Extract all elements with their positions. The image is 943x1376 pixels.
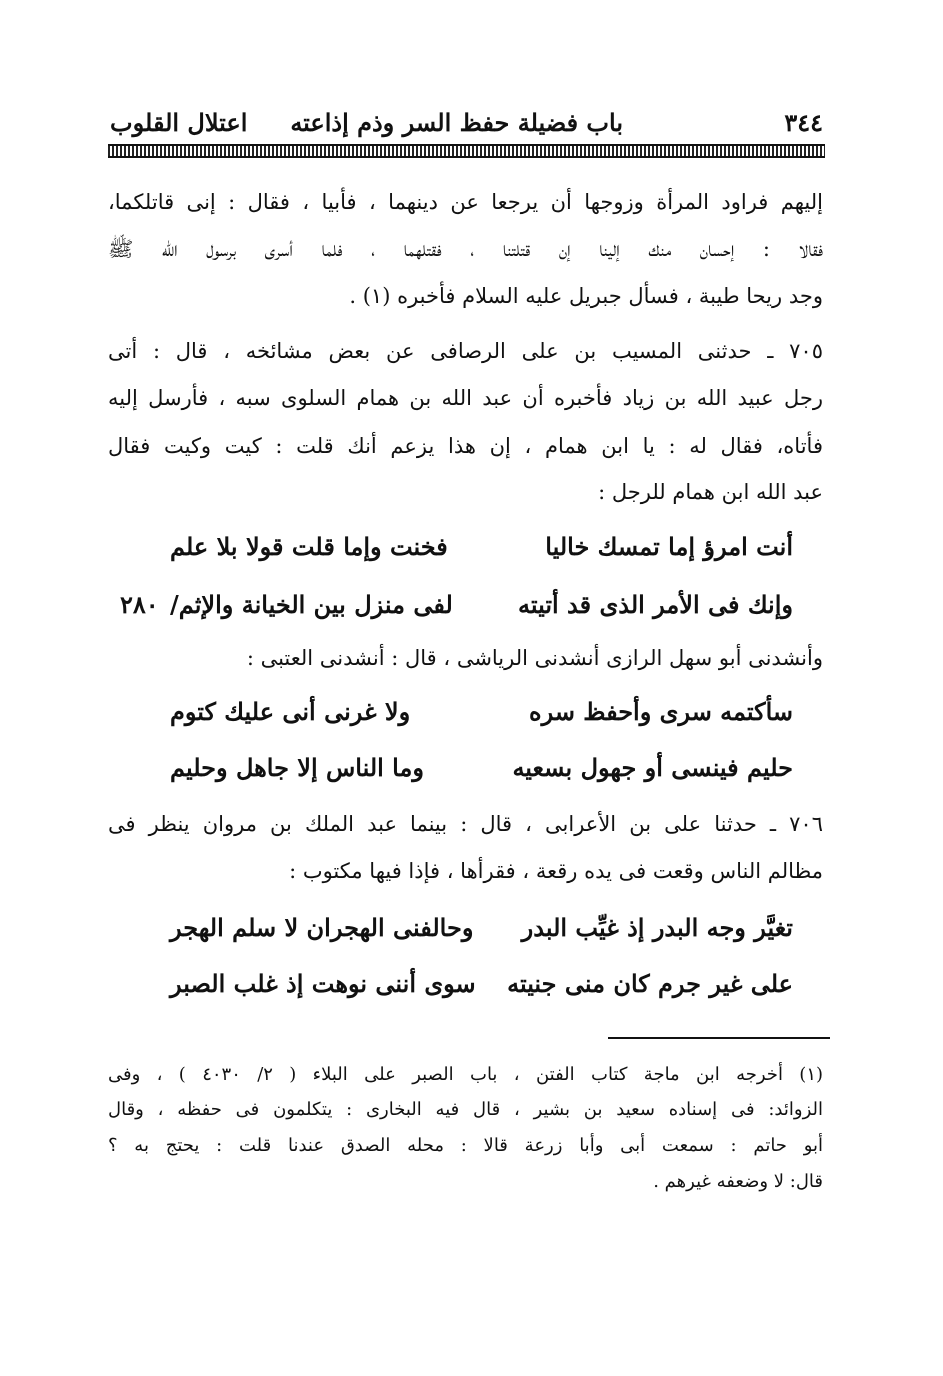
paragraph-line: وجد ريحا طيبة ، فسأل جبريل عليه السلام فأخبره (١) . — [349, 284, 823, 308]
verse-hemistich-left: وحالفنى الهجران لا سلم الهجر — [170, 913, 474, 942]
footnote-line: أبو حاتم : سمعت أبى وأبا زرعة قالا : محله الصدق عندنا قلت : يحتج به ؟ — [108, 1135, 823, 1156]
header-ornamental-rule — [108, 144, 825, 158]
verse-hemistich-right: وإنك فى الأمر الذى قد أتيته — [517, 590, 793, 619]
verse-hemistich-left: لفى منزل بين الخيانة والإثم/ — [170, 590, 453, 619]
verse-hemistich-right: أنت امرؤ إما تمسك خاليا — [545, 532, 793, 561]
paragraph-line: فقالا : إحسان منك إلينا إن قتلتنا ، فقتلهما ، فلما أسرى برسول الله ﷺ — [108, 237, 823, 261]
paragraph-line: إليهم فراود المرأة وزوجها أن يرجعا عن دينهما ، فأبيا ، فقال : إنى قاتلكما، — [108, 190, 823, 214]
page-number: ٣٤٤ — [784, 108, 823, 137]
paragraph-line: ٧٠٥ ـ حدثنى المسيب بن على الرصافى عن بعض مشائخه ، قال : أتى — [108, 339, 823, 363]
verse-hemistich-left: سوى أننى نوهت إذ غلب الصبر — [170, 969, 476, 998]
chapter-title: باب فضيلة حفظ السر وذم إذاعته — [290, 108, 623, 137]
verse-hemistich-right: على غير جرم كان منى جنيته — [507, 969, 793, 998]
footnote-line: قال: لا وضعفه غيرهم . — [653, 1171, 823, 1192]
margin-page-marker: ٢٨٠ — [120, 590, 159, 619]
verse-hemistich-right: سأكتمه سرى وأحفظ سره — [529, 697, 793, 726]
book-title: اعتلال القلوب — [110, 108, 248, 137]
paragraph-line: عبد الله ابن همام للرجل : — [598, 480, 823, 504]
verse-hemistich-left: ولا غرنى أنى عليك كتوم — [170, 697, 411, 726]
footnote-separator — [608, 1037, 830, 1039]
footnote-line: الزوائد: فى إسناده سعيد بن بشير ، قال فيه البخارى : يتكلمون فى حفظه ، وقال — [108, 1099, 823, 1120]
footnote-line: (١) أخرجه ابن ماجة كتاب الفتن ، باب الصبر على البلاء ( ٢/ ٤٠٣٠ ) ، وفى — [108, 1064, 824, 1085]
paragraph-line: ٧٠٦ ـ حدثنا على بن الأعرابى ، قال : بينما عبد الملك بن مروان ينظر فى — [108, 812, 823, 836]
paragraph-line: مظالم الناس وقعت فى يده رقعة ، فقرأها ، فإذا فيها مكتوب : — [289, 859, 823, 883]
verse-hemistich-right: حليم فينسى أو جهول بسعيه — [512, 753, 793, 782]
verse-hemistich-left: فخنت وإما قلت قولا بلا علم — [170, 532, 448, 561]
paragraph-line: وأنشدنى أبو سهل الرازى أنشدنى الرياشى ، قال : أنشدنى العتبى : — [246, 646, 823, 670]
running-header — [110, 108, 823, 142]
verse-hemistich-right: تغيَّر وجه البدر إذ غيِّب البدر — [521, 913, 793, 942]
paragraph-line: رجل عبيد الله بن زياد فأخبره أن عبد الله بن همام السلوى سبه ، فأرسل إليه — [108, 386, 823, 410]
paragraph-line: فأتاه، فقال له : يا ابن همام ، إن هذا يزعم أنك قلت : كيت وكيت فقال — [108, 434, 823, 458]
verse-hemistich-left: وما الناس إلا جاهل وحليم — [170, 753, 424, 782]
